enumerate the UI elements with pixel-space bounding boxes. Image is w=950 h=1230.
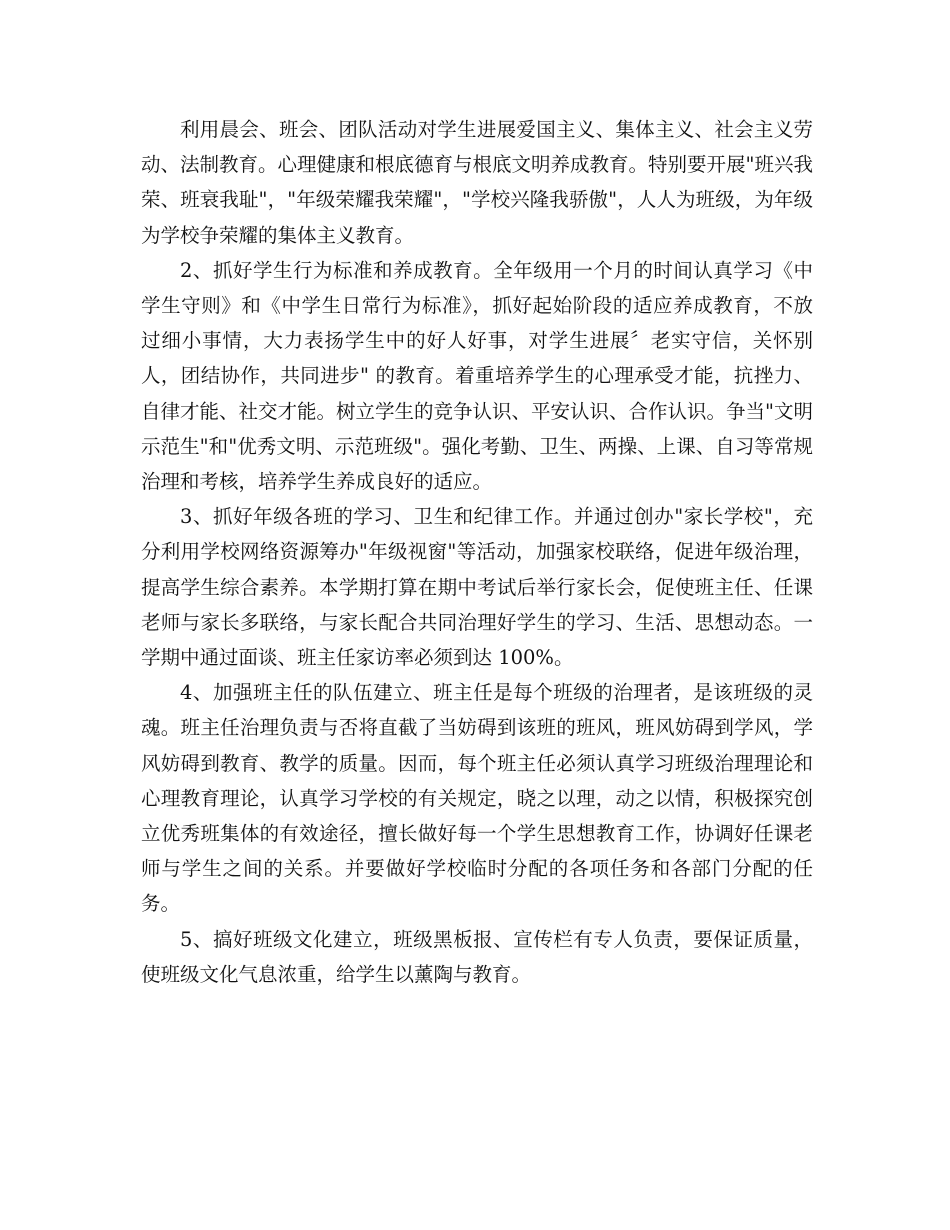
paragraph-patriotic-education: 利用晨会、班会、团队活动对学生进展爱国主义、集体主义、社会主义劳动、法制教育。心理健康和根底德育与根底文明养成教育。特别要开展"班兴我荣、班衰我耻"，"年级荣耀我荣耀"，"学校兴隆我骄傲"，人人为班级，为年级为学校争荣耀的集体主义教育。 bbox=[141, 118, 813, 247]
paragraph-class-culture: 5、搞好班级文化建立，班级黑板报、宣传栏有专人负责，要保证质量，使班级文化气息浓重，给学生以薰陶与教育。 bbox=[141, 927, 813, 986]
paragraph-behavior-standards: 2、抓好学生行为标准和养成教育。全年级用一个月的时间认真学习《中学生守则》和《中学生日常行为标准》，抓好起始阶段的适应养成教育，不放过细小事情，大力表扬学生中的好人好事，对学生进展〞老实守信，关怀别人，团结协作，共同进步" 的教育。着重培养学生的心理承受才能，抗挫力、自律才能、社交才能。树立学生的竞争认识、平安认识、合作认识。争当"文明示范生"和"优秀文明、示范班级"。强化考勤、卫生、两操、上课、自习等常规治理和考核，培养学生养成良好的适应。 bbox=[141, 258, 813, 494]
paragraph-head-teacher-team: 4、加强班主任的队伍建立、班主任是每个班级的治理者，是该班级的灵魂。班主任治理负责与否将直截了当妨碍到该班的班风，班风妨碍到学风，学风妨碍到教育、教学的质量。因而，每个班主任必须认真学习班级治理理论和心理教育理论，认真学习学校的有关规定，晓之以理，动之以情，积极探究创立优秀班集体的有效途径，擅长做好每一个学生思想教育工作，协调好任课老师与学生之间的关系。并要做好学校临时分配的各项任务和各部门分配的任务。 bbox=[141, 681, 813, 916]
document-body bbox=[141, 112, 813, 992]
paragraph-study-hygiene-discipline: 3、抓好年级各班的学习、卫生和纪律工作。并通过创办"家长学校"，充分利用学校网络资源筹办"年级视窗"等活动，加强家校联络，促进年级治理，提高学生综合素养。本学期打算在期中考试后举行家长会，促使班主任、任课老师与家长多联络，与家长配合共同治理好学生的学习、生活、思想动态。一学期中通过面谈、班主任家访率必须到达 100%。 bbox=[141, 505, 813, 670]
